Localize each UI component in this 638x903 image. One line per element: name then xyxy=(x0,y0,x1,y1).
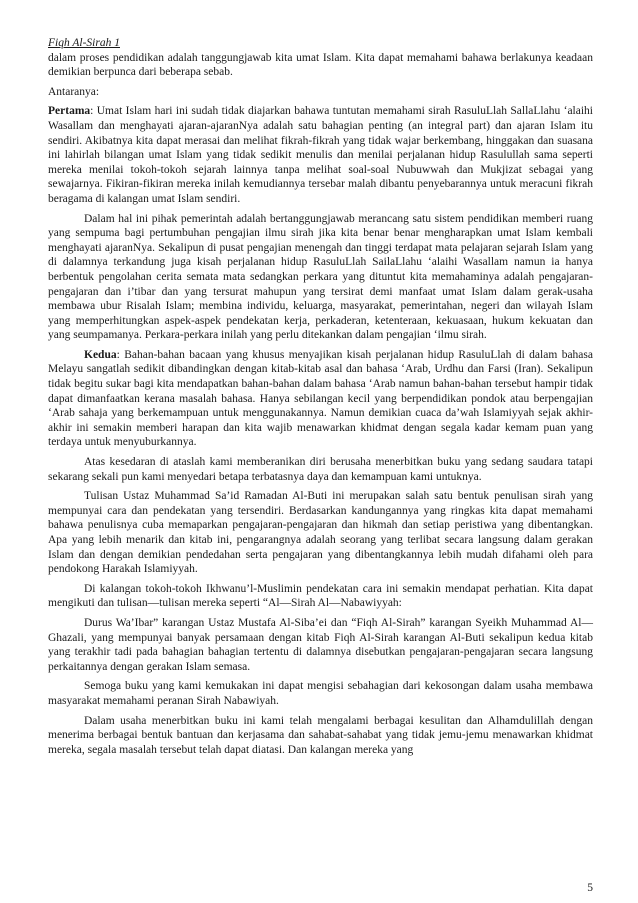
paragraph-kedua xyxy=(48,348,593,450)
paragraph-pertama xyxy=(48,104,593,206)
paragraph-semoga: Semoga buku yang kami kemukakan ini dapat mengisi sebahagian dari kekosongan dalam usaha membawa masyarakat memahami peranan Sirah Nabawiyah. xyxy=(48,680,593,707)
kedua-text: : Bahan-bahan bacaan yang khusus menyajikan kisah perjalanan hidup RasuluLlah di dalam bahasa Melayu sangatlah sedikit dibandingkan dengan kitab-kitab asal dan bahasa ‘Arab, Urdhu dan Farsi (Iran). Sekalipun tidak begitu sukar bagi kita mendapatkan bahan-bahan dalam bahasa ‘Arab namun bahan-bahan tersebut hampir tidak dapat dimanfaatkan kerana masalah bahasa. Hanya sebilangan kecil yang berpendidikan pondok atau berpengajian ‘Arab sahaja yang berkemampuan untuk menggunakannya. Namun demikian cuaca da’wah Islamiyyah sejak akhir-akhir ini semakin memberi harapan dan kita wajib menawarkan khidmat dengan segala kadar kemam puan yang terdaya untuk menyuburkannya. xyxy=(48,348,593,449)
document-page xyxy=(48,36,593,762)
kedua-label: Kedua xyxy=(84,348,117,361)
paragraph-pemerintah: Dalam hal ini pihak pemerintah adalah bertanggungjawab merancang satu sistem pendidikan memberi ruang yang sempuma bagi pertumbuhan pengajian ilmu sirah jika kita benar benar mengharapkan umat Islam kembali menghayati ajaranNya. Sekalipun di pusat pengajian menengah dan tinggi terdapat mata pelajaran sejarah Islam yang di dalamnya terkandung juga kisah perjalanan hidup RasuluLlah SailaLlahu ‘alaihi Wasallam namun ia hanya berbentuk pengolahan cerita semata mata sedangkan perkara yang dituntut kita memahaminya adalah pengajaran-pengajaran dan i’tibar dan yang tersurat mahupun yang tersirat demi manfaat umat Islam dalam gerak-usaha membawa ubur Risalah Islam; membina individu, keluarga, masyarakat, pemerintahan, negeri dan wilayah Islam yang memperhitungkan aspek-aspek pendekatan kerja, perkaderan, ketenteraan, kekuasaan, hukum kekuatan dan yang seumpamanya. Perkara-perkara inilah yang perlu ditekankan dalam pengajian ‘ilmu sirah. xyxy=(48,212,593,342)
pertama-label: Pertama xyxy=(48,105,91,118)
pertama-text: : Umat Islam hari ini sudah tidak diajarkan bahawa tuntutan memahami sirah RasuluLlah SallaLlahu ‘alaihi Wasallam dan menghayati ajaran-ajaranNya adalah satu bahagian penting (an integral part) dan ajaran Islam itu sendiri. Akibatnya kita dapat merasai dan melihat fikrah-fikrah yang tidak wajar berkembang, hinggakan dan suasana ini lahirlah bilangan umat Islam yang tidak sedikit menulis dan menilai perjalanan hidup Rasulullah sama seperti mereka menilai tokoh-tokoh sejarah lainnya tanpa melihat soal-soal Nubuwwah dan Mukjizat sebagai yang sewajarnya. Fikiran-fikiran mereka inilah kemudiannya tersebar malah dibantu penyebarannya untuk meracuni fikrah beragama di kalangan umat Islam sendiri. xyxy=(48,105,593,205)
page-number: 5 xyxy=(587,882,593,894)
paragraph-intro: dalam proses pendidikan adalah tanggungjawab kita umat Islam. Kita dapat memahami bahawa berlakunya keadaan demikian berpunca dari beberapa sebab. xyxy=(48,51,593,79)
paragraph-usaha: Dalam usaha menerbitkan buku ini kami telah mengalami berbagai kesulitan dan Alhamdulillah dengan menerima berbagai bentuk bantuan dan kerjasama dan sahabat-sahabat yang tidak jemu-jemu menawarkan khidmat mereka, segala masalah tersebut telah dapat diatasi. Dan kalangan mereka yang xyxy=(48,714,593,756)
paragraph-kesedaran: Atas kesedaran di ataslah kami memberanikan diri berusaha menerbitkan buku yang sedang saudara tatapi sekarang sekali pun kami menyedari betapa terbatasnya daya dan kemampuan kami untuknya. xyxy=(48,456,593,483)
paragraph-ikhwan: Di kalangan tokoh-tokoh Ikhwanu’l-Muslimin pendekatan cara ini semakin mendapat perhatian. Kita dapat mengikuti dan tulisan—tulisan mereka seperti “Al—Sirah Al—Nabawiyyah: xyxy=(48,582,593,610)
paragraph-durus: Durus Wa’Ibar” karangan Ustaz Mustafa Al-Siba’ei dan “Fiqh Al-Sirah” karangan Syeikh Muhammad Al—Ghazali, yang mempunyai banyak persamaan dengan kitab Fiqh Al-Sirah karangan Al-Buti sekalipun kedua kitab yang terakhir tadi pada bahagian bahagian tertentu di dalamnya disebutkan pengajaran-pengajaran secara langsung perkaitannya dengan gerakan Islam semasa. xyxy=(48,616,593,673)
paragraph-tulisan: Tulisan Ustaz Muhammad Sa’id Ramadan Al-Buti ini merupakan salah satu bentuk penulisan sirah yang mempunyai cara dan pendekatan yang tersendiri. Berdasarkan kandungannya yang ringkas kita dapat memahami bahawa penulisnya cuba memaparkan pengajaran-pengajaran dan hikmah dan setiap peristiwa yang dibentangkan. Apa yang lebih menarik dan kitab ini, pengarangnya adalah seorang yang terlibat secara langsung dalam gerakan Islam dan dengan demikian pendedahan serta pengajaran yang dibentangkannya lebih mudah difahami oleh para pendokong Harakah Islamiyyah. xyxy=(48,490,593,576)
paragraph-antaranya: Antaranya: xyxy=(48,85,100,98)
running-header: Fiqh Al-Sirah 1 xyxy=(48,37,120,49)
